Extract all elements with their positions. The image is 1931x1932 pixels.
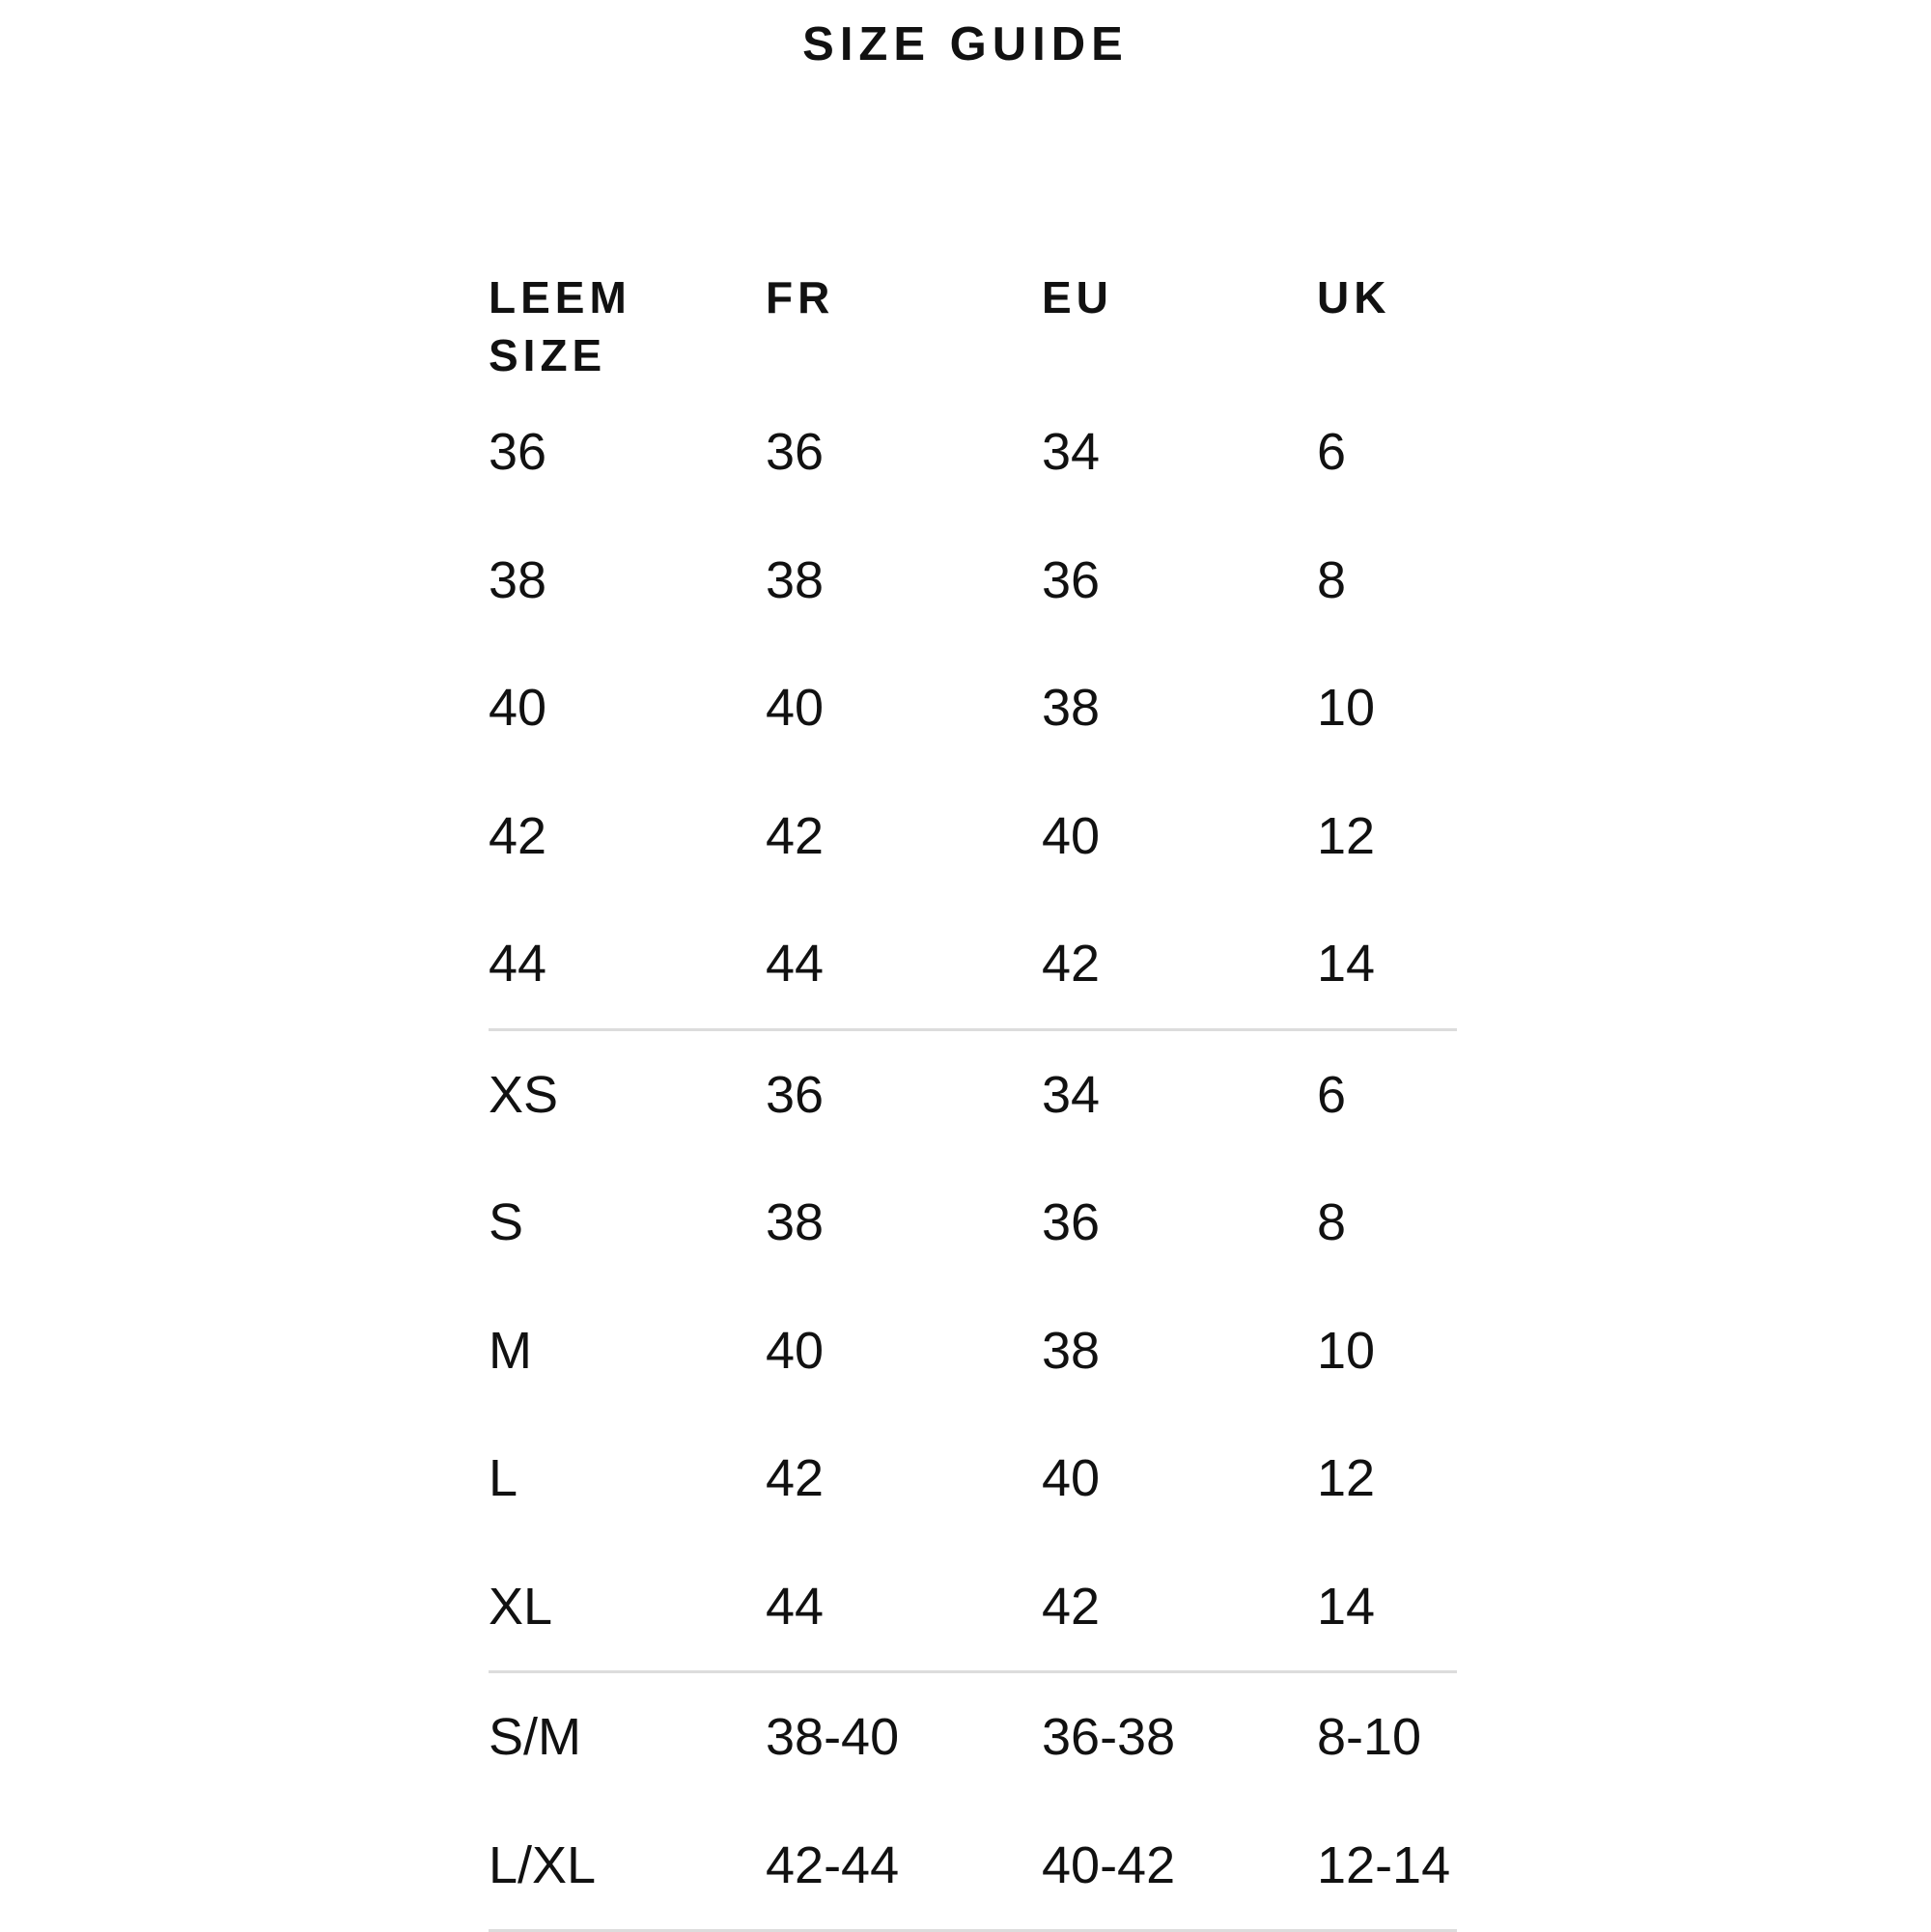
table-row	[489, 1287, 1457, 1415]
cell-leem-size: XL	[489, 1577, 553, 1636]
cell-fr: 38	[766, 1193, 825, 1252]
cell-fr: 40	[766, 1321, 825, 1380]
cell-leem-size: S	[489, 1193, 524, 1252]
cell-eu: 38	[1042, 679, 1101, 738]
cell-uk: 12	[1317, 806, 1376, 865]
size-group	[489, 1031, 1457, 1671]
cell-leem-size: 42	[489, 806, 547, 865]
cell-fr: 44	[766, 935, 825, 994]
cell-leem-size: XS	[489, 1065, 559, 1124]
cell-eu: 42	[1042, 1577, 1101, 1636]
cell-uk: 8	[1317, 550, 1347, 609]
table-row	[489, 1802, 1457, 1930]
cell-eu: 40-42	[1042, 1835, 1176, 1894]
cell-eu: 36-38	[1042, 1708, 1176, 1767]
cell-leem-size: M	[489, 1321, 532, 1380]
cell-fr: 36	[766, 423, 825, 482]
cell-leem-size: 36	[489, 423, 547, 482]
cell-uk: 14	[1317, 935, 1376, 994]
table-row	[489, 1031, 1457, 1160]
cell-uk: 10	[1317, 679, 1376, 738]
cell-fr: 36	[766, 1065, 825, 1124]
table-body	[489, 388, 1457, 1932]
cell-fr: 42	[766, 806, 825, 865]
header-uk: UK	[1317, 272, 1391, 322]
header-fr: FR	[766, 272, 835, 322]
cell-leem-size: 40	[489, 679, 547, 738]
cell-uk: 12	[1317, 1449, 1376, 1508]
cell-leem-size: S/M	[489, 1708, 582, 1767]
cell-eu: 36	[1042, 1193, 1101, 1252]
cell-fr: 40	[766, 679, 825, 738]
page-title: SIZE GUIDE	[802, 18, 1129, 70]
table-row	[489, 1673, 1457, 1802]
cell-uk: 8	[1317, 1193, 1347, 1252]
cell-fr: 38-40	[766, 1708, 900, 1767]
table-row	[489, 644, 1457, 772]
table-row	[489, 388, 1457, 517]
cell-eu: 40	[1042, 806, 1101, 865]
cell-uk: 10	[1317, 1321, 1376, 1380]
table-row	[489, 1159, 1457, 1287]
header-leem-size: LEEM SIZE	[489, 272, 631, 380]
cell-leem-size: 38	[489, 550, 547, 609]
cell-fr: 42	[766, 1449, 825, 1508]
cell-leem-size: 44	[489, 935, 547, 994]
cell-uk: 12-14	[1317, 1835, 1451, 1894]
cell-fr: 38	[766, 550, 825, 609]
cell-eu: 40	[1042, 1449, 1101, 1508]
size-group	[489, 388, 1457, 1028]
cell-eu: 34	[1042, 423, 1101, 482]
header-eu: EU	[1042, 272, 1113, 322]
cell-eu: 38	[1042, 1321, 1101, 1380]
cell-eu: 34	[1042, 1065, 1101, 1124]
table-row	[489, 1414, 1457, 1543]
table-row	[489, 1543, 1457, 1671]
cell-uk: 6	[1317, 423, 1347, 482]
cell-uk: 6	[1317, 1065, 1347, 1124]
table-row	[489, 772, 1457, 901]
size-guide-table	[489, 268, 1457, 1932]
cell-uk: 14	[1317, 1577, 1376, 1636]
cell-leem-size: L/XL	[489, 1835, 597, 1894]
cell-uk: 8-10	[1317, 1708, 1422, 1767]
cell-eu: 42	[1042, 935, 1101, 994]
table-header-row	[489, 268, 1457, 388]
table-row	[489, 900, 1457, 1028]
cell-fr: 42-44	[766, 1835, 900, 1894]
table-row	[489, 517, 1457, 645]
cell-eu: 36	[1042, 550, 1101, 609]
cell-fr: 44	[766, 1577, 825, 1636]
cell-leem-size: L	[489, 1449, 518, 1508]
size-group	[489, 1673, 1457, 1929]
